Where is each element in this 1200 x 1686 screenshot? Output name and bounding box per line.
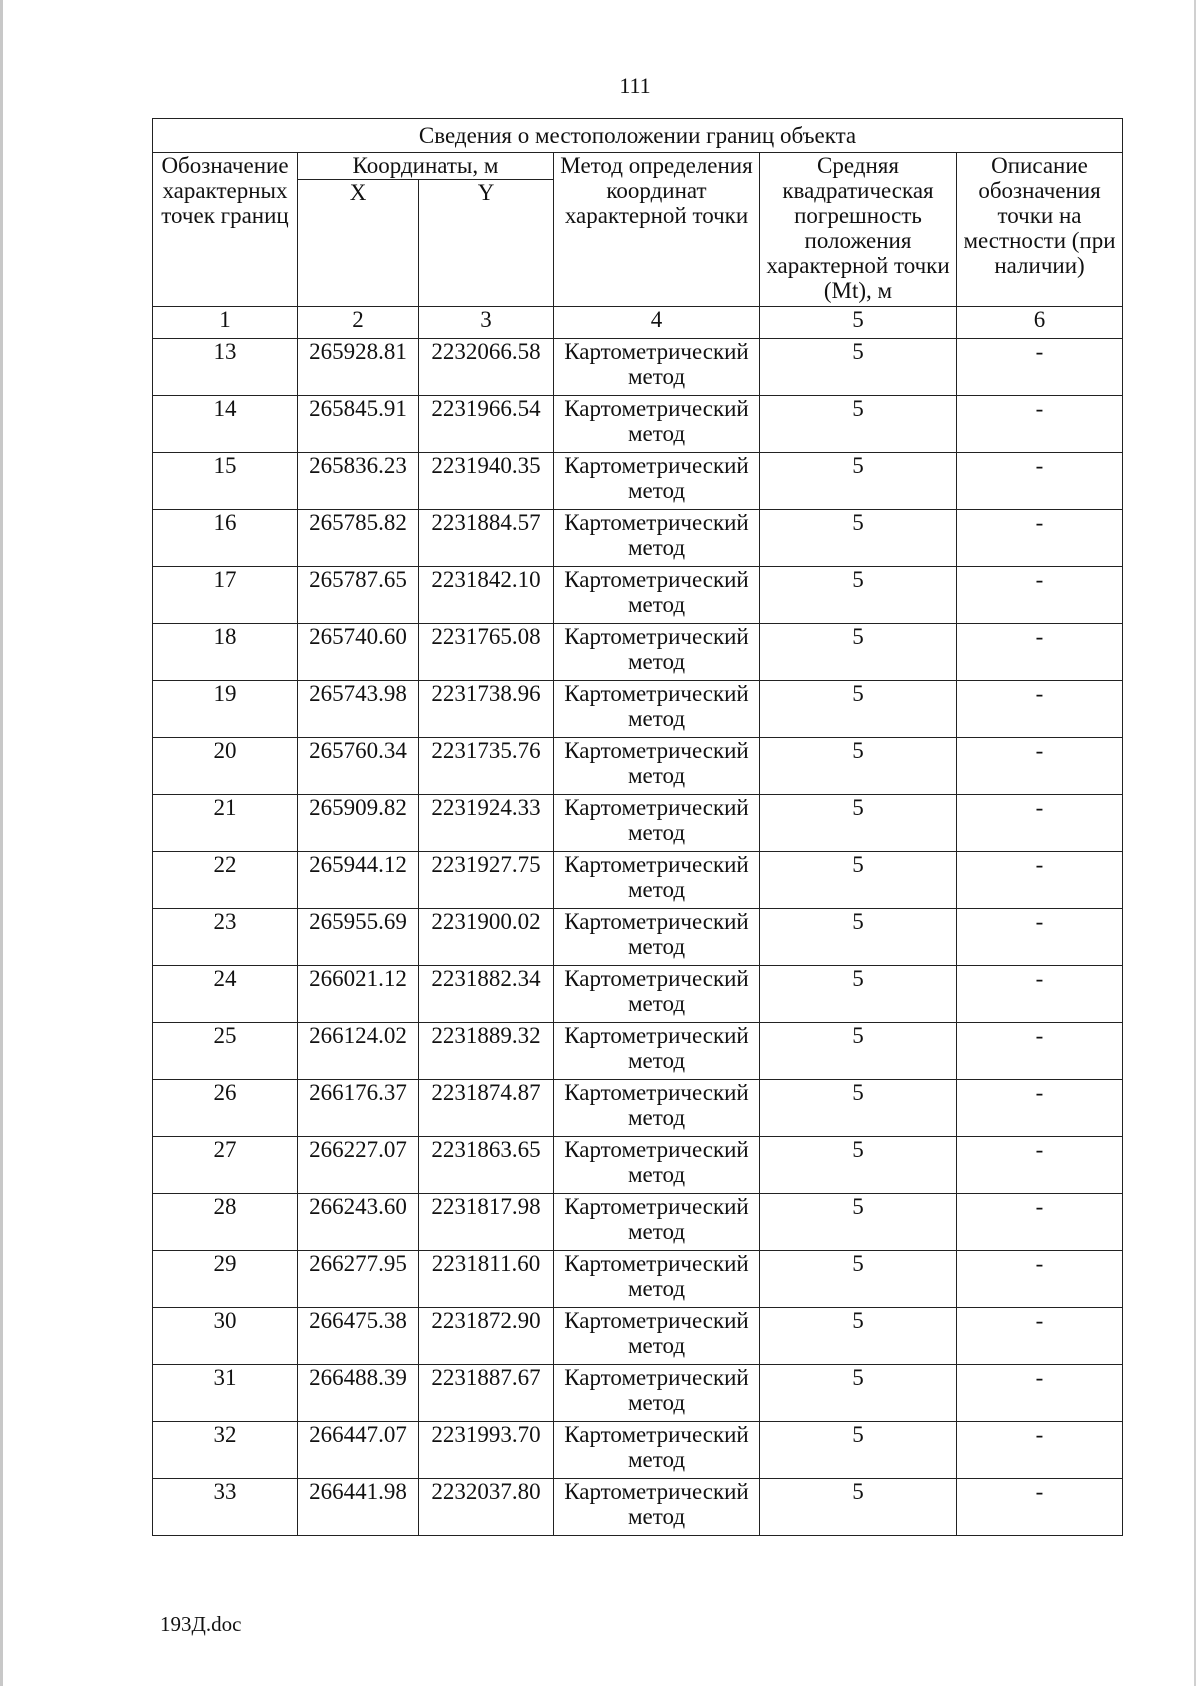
cell-y: 2231966.54	[419, 396, 554, 453]
column-number: 3	[419, 307, 554, 339]
cell-x: 266176.37	[298, 1080, 419, 1137]
cell-x: 265845.91	[298, 396, 419, 453]
cell-point: 19	[153, 681, 298, 738]
boundary-points-table	[152, 118, 1123, 1536]
cell-point: 23	[153, 909, 298, 966]
cell-method: Картометрический метод	[554, 1308, 760, 1365]
cell-description: -	[957, 681, 1123, 738]
cell-method: Картометрический метод	[554, 795, 760, 852]
cell-point: 27	[153, 1137, 298, 1194]
cell-x: 266277.95	[298, 1251, 419, 1308]
cell-description: -	[957, 966, 1123, 1023]
cell-accuracy: 5	[760, 453, 957, 510]
cell-x: 265955.69	[298, 909, 419, 966]
cell-accuracy: 5	[760, 966, 957, 1023]
cell-point: 20	[153, 738, 298, 795]
table-caption: Сведения о местоположении границ объекта	[153, 119, 1123, 153]
cell-description: -	[957, 1023, 1123, 1080]
cell-point: 28	[153, 1194, 298, 1251]
cell-method: Картометрический метод	[554, 1023, 760, 1080]
table-row	[153, 1137, 1123, 1194]
document-filename: 193Д.doc	[160, 1612, 242, 1636]
cell-method: Картометрический метод	[554, 1251, 760, 1308]
cell-description: -	[957, 1422, 1123, 1479]
header-description: Описание обозначения точки на местности (при наличии)	[957, 153, 1123, 307]
cell-method: Картометрический метод	[554, 567, 760, 624]
cell-method: Картометрический метод	[554, 396, 760, 453]
cell-y: 2232037.80	[419, 1479, 554, 1536]
page-number: 111	[619, 73, 651, 98]
cell-y: 2231817.98	[419, 1194, 554, 1251]
table-row	[153, 339, 1123, 396]
cell-y: 2231765.08	[419, 624, 554, 681]
table-row	[153, 1308, 1123, 1365]
table-row	[153, 1080, 1123, 1137]
cell-accuracy: 5	[760, 681, 957, 738]
cell-point: 30	[153, 1308, 298, 1365]
table-row	[153, 738, 1123, 795]
cell-x: 265743.98	[298, 681, 419, 738]
cell-method: Картометрический метод	[554, 624, 760, 681]
cell-description: -	[957, 396, 1123, 453]
header-y: Y	[419, 180, 554, 307]
cell-accuracy: 5	[760, 510, 957, 567]
cell-method: Картометрический метод	[554, 1080, 760, 1137]
table-row	[153, 681, 1123, 738]
header-accuracy: Средняя квадратическая погрешность положения характерной точки (Mt), м	[760, 153, 957, 307]
cell-x: 265740.60	[298, 624, 419, 681]
cell-x: 265836.23	[298, 453, 419, 510]
cell-y: 2231887.67	[419, 1365, 554, 1422]
cell-point: 16	[153, 510, 298, 567]
cell-y: 2231738.96	[419, 681, 554, 738]
cell-x: 265909.82	[298, 795, 419, 852]
table-row	[153, 1365, 1123, 1422]
cell-x: 265760.34	[298, 738, 419, 795]
table-row	[153, 624, 1123, 681]
cell-description: -	[957, 567, 1123, 624]
cell-accuracy: 5	[760, 795, 957, 852]
table-row	[153, 1251, 1123, 1308]
cell-method: Картометрический метод	[554, 339, 760, 396]
cell-y: 2231874.87	[419, 1080, 554, 1137]
cell-point: 15	[153, 453, 298, 510]
cell-y: 2231863.65	[419, 1137, 554, 1194]
cell-y: 2231872.90	[419, 1308, 554, 1365]
header-coordinates: Координаты, м	[298, 153, 554, 180]
cell-description: -	[957, 1194, 1123, 1251]
table-row	[153, 567, 1123, 624]
cell-description: -	[957, 909, 1123, 966]
cell-accuracy: 5	[760, 909, 957, 966]
cell-y: 2231735.76	[419, 738, 554, 795]
cell-point: 26	[153, 1080, 298, 1137]
cell-method: Картометрический метод	[554, 1137, 760, 1194]
cell-method: Картометрический метод	[554, 852, 760, 909]
cell-description: -	[957, 1308, 1123, 1365]
cell-x: 266021.12	[298, 966, 419, 1023]
cell-method: Картометрический метод	[554, 909, 760, 966]
table-row	[153, 966, 1123, 1023]
column-number: 6	[957, 307, 1123, 339]
cell-description: -	[957, 624, 1123, 681]
cell-accuracy: 5	[760, 1023, 957, 1080]
table-row	[153, 510, 1123, 567]
cell-x: 266441.98	[298, 1479, 419, 1536]
column-number: 5	[760, 307, 957, 339]
cell-method: Картометрический метод	[554, 1479, 760, 1536]
cell-point: 18	[153, 624, 298, 681]
cell-y: 2231924.33	[419, 795, 554, 852]
cell-point: 31	[153, 1365, 298, 1422]
table-row	[153, 1023, 1123, 1080]
table-row	[153, 795, 1123, 852]
cell-y: 2231889.32	[419, 1023, 554, 1080]
table-row	[153, 909, 1123, 966]
cell-accuracy: 5	[760, 1137, 957, 1194]
cell-accuracy: 5	[760, 1308, 957, 1365]
column-number-row	[153, 307, 1123, 339]
cell-description: -	[957, 738, 1123, 795]
cell-x: 266227.07	[298, 1137, 419, 1194]
cell-y: 2231842.10	[419, 567, 554, 624]
cell-accuracy: 5	[760, 1365, 957, 1422]
cell-accuracy: 5	[760, 624, 957, 681]
cell-description: -	[957, 453, 1123, 510]
scan-edge-right	[1194, 0, 1196, 1686]
cell-y: 2231927.75	[419, 852, 554, 909]
cell-accuracy: 5	[760, 1422, 957, 1479]
column-number: 4	[554, 307, 760, 339]
cell-method: Картометрический метод	[554, 510, 760, 567]
cell-description: -	[957, 852, 1123, 909]
cell-accuracy: 5	[760, 1251, 957, 1308]
cell-method: Картометрический метод	[554, 1422, 760, 1479]
cell-method: Картометрический метод	[554, 1365, 760, 1422]
cell-description: -	[957, 510, 1123, 567]
cell-y: 2232066.58	[419, 339, 554, 396]
cell-method: Картометрический метод	[554, 738, 760, 795]
cell-description: -	[957, 1137, 1123, 1194]
cell-point: 22	[153, 852, 298, 909]
cell-y: 2231940.35	[419, 453, 554, 510]
cell-method: Картометрический метод	[554, 681, 760, 738]
table-row	[153, 453, 1123, 510]
scan-edge-left	[0, 0, 3, 1686]
cell-x: 265785.82	[298, 510, 419, 567]
cell-point: 13	[153, 339, 298, 396]
cell-x: 266488.39	[298, 1365, 419, 1422]
cell-y: 2231900.02	[419, 909, 554, 966]
cell-x: 265944.12	[298, 852, 419, 909]
column-number: 2	[298, 307, 419, 339]
cell-method: Картометрический метод	[554, 453, 760, 510]
cell-point: 17	[153, 567, 298, 624]
cell-point: 14	[153, 396, 298, 453]
cell-point: 25	[153, 1023, 298, 1080]
cell-accuracy: 5	[760, 1479, 957, 1536]
cell-y: 2231811.60	[419, 1251, 554, 1308]
cell-point: 33	[153, 1479, 298, 1536]
cell-x: 266447.07	[298, 1422, 419, 1479]
cell-description: -	[957, 1365, 1123, 1422]
cell-y: 2231993.70	[419, 1422, 554, 1479]
table-row	[153, 1479, 1123, 1536]
cell-point: 32	[153, 1422, 298, 1479]
cell-x: 266124.02	[298, 1023, 419, 1080]
table-row	[153, 396, 1123, 453]
cell-accuracy: 5	[760, 852, 957, 909]
cell-accuracy: 5	[760, 396, 957, 453]
cell-description: -	[957, 1080, 1123, 1137]
cell-accuracy: 5	[760, 1194, 957, 1251]
header-x: X	[298, 180, 419, 307]
cell-x: 266475.38	[298, 1308, 419, 1365]
header-method: Метод определения координат характерной точки	[554, 153, 760, 307]
cell-point: 24	[153, 966, 298, 1023]
column-number: 1	[153, 307, 298, 339]
cell-description: -	[957, 795, 1123, 852]
cell-x: 266243.60	[298, 1194, 419, 1251]
cell-y: 2231884.57	[419, 510, 554, 567]
cell-point: 29	[153, 1251, 298, 1308]
cell-y: 2231882.34	[419, 966, 554, 1023]
cell-accuracy: 5	[760, 1080, 957, 1137]
cell-point: 21	[153, 795, 298, 852]
cell-method: Картометрический метод	[554, 1194, 760, 1251]
table-row	[153, 1422, 1123, 1479]
table-row	[153, 852, 1123, 909]
header-point: Обозначение характерных точек границ	[153, 153, 298, 307]
table-row	[153, 1194, 1123, 1251]
cell-x: 265787.65	[298, 567, 419, 624]
cell-description: -	[957, 339, 1123, 396]
cell-description: -	[957, 1479, 1123, 1536]
cell-accuracy: 5	[760, 339, 957, 396]
cell-accuracy: 5	[760, 567, 957, 624]
table-body	[153, 339, 1123, 1536]
cell-description: -	[957, 1251, 1123, 1308]
cell-accuracy: 5	[760, 738, 957, 795]
cell-x: 265928.81	[298, 339, 419, 396]
cell-method: Картометрический метод	[554, 966, 760, 1023]
